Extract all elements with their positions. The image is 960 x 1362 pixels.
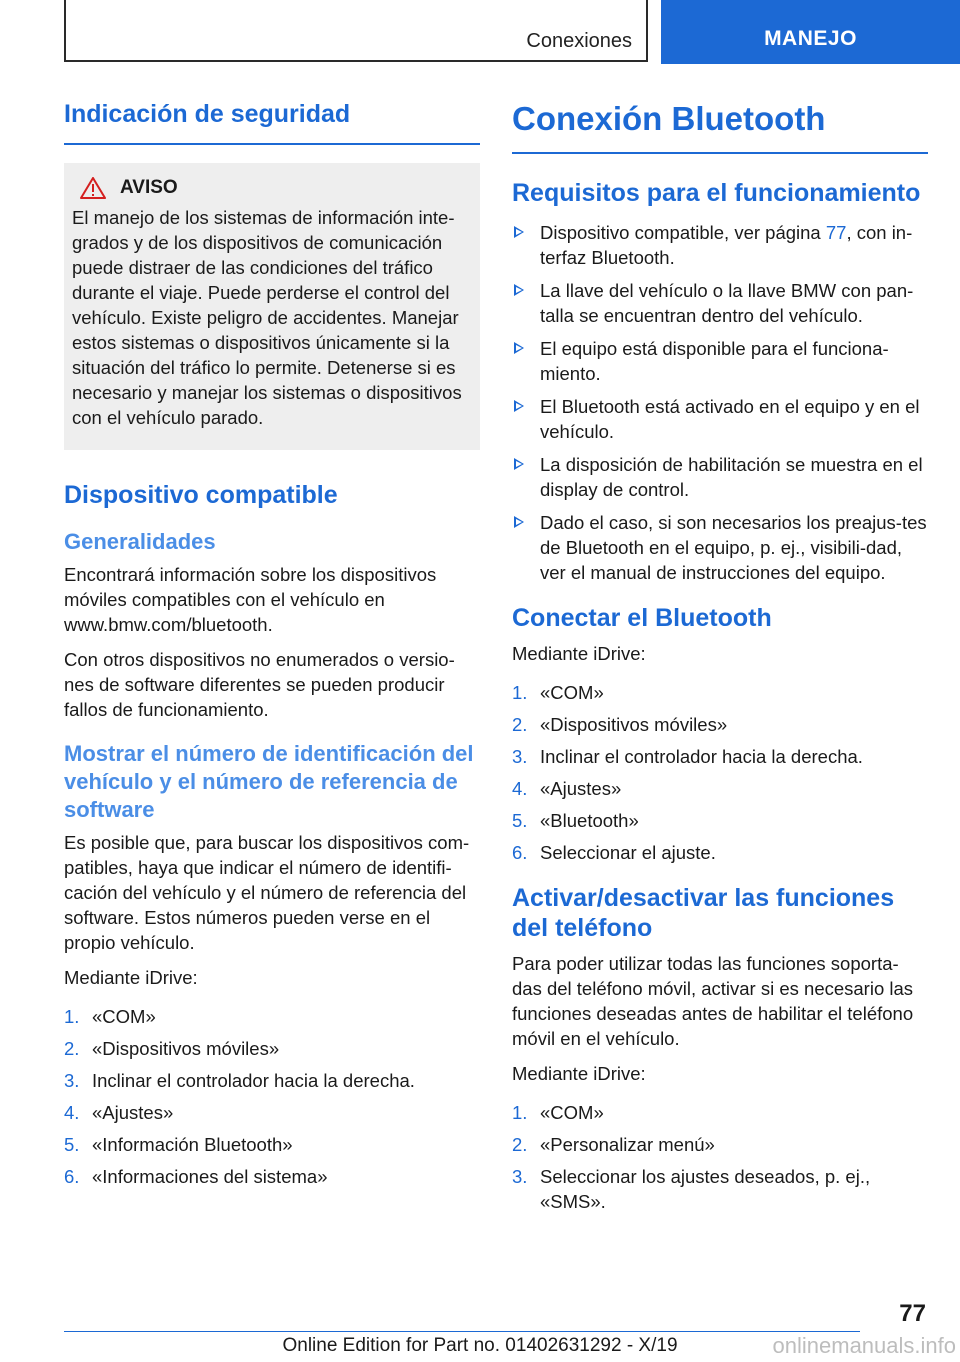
list-item bbox=[512, 744, 928, 769]
list-item bbox=[512, 840, 928, 865]
header-chapter-tab[interactable]: MANEJO bbox=[661, 0, 960, 64]
list-item bbox=[64, 1068, 480, 1093]
list-item bbox=[512, 510, 928, 585]
step-text: «Información Bluetooth» bbox=[92, 1134, 293, 1155]
step-text: Seleccionar el ajuste. bbox=[540, 842, 716, 863]
general-paragraph-2: Con otros dispositivos no enumerados o versio-nes de software diferentes se pueden producir fallos de funcionamiento. bbox=[64, 649, 455, 720]
list-item bbox=[512, 1100, 928, 1125]
step-text: Inclinar el controlador hacia la derecha. bbox=[540, 746, 863, 767]
step-number: 2. bbox=[512, 1134, 528, 1155]
step-text: Seleccionar los ajustes deseados, p. ej., «SMS». bbox=[540, 1166, 871, 1212]
step-number: 1. bbox=[512, 682, 528, 703]
general-paragraph-1: Encontrará información sobre los dispositivos móviles compatibles con el vehículo en www.bmw.com/bluetooth. bbox=[64, 564, 437, 635]
step-number: 2. bbox=[512, 714, 528, 735]
list-item bbox=[64, 1164, 480, 1189]
list-item bbox=[512, 776, 928, 801]
req-text-cont: , con in-terfaz Bluetooth. bbox=[540, 222, 913, 268]
connect-steps-list bbox=[512, 680, 928, 865]
header-section-title: Conexiones bbox=[526, 30, 632, 52]
page-link[interactable]: 77 bbox=[825, 222, 847, 243]
compat-title: Dispositivo compatible bbox=[64, 481, 338, 509]
list-item bbox=[64, 1004, 480, 1029]
requirements-list bbox=[512, 220, 928, 585]
list-item bbox=[512, 394, 928, 444]
step-number: 3. bbox=[512, 746, 528, 767]
left-column bbox=[64, 100, 480, 1203]
phone-paragraph-2: Mediante iDrive: bbox=[512, 1063, 646, 1084]
step-text: «Ajustes» bbox=[92, 1102, 174, 1123]
bluetooth-title: Conexión Bluetooth bbox=[512, 100, 928, 154]
list-item bbox=[512, 808, 928, 833]
bullet-triangle-icon bbox=[514, 400, 524, 412]
list-item bbox=[512, 712, 928, 737]
step-text: «COM» bbox=[92, 1006, 156, 1027]
requirements-title: Requisitos para el funcionamiento bbox=[512, 179, 921, 207]
step-text: Inclinar el controlador hacia la derecha. bbox=[92, 1070, 415, 1091]
list-item bbox=[512, 452, 928, 502]
phone-steps-list bbox=[512, 1100, 928, 1214]
warning-title: AVISO bbox=[120, 177, 178, 198]
connect-paragraph: Mediante iDrive: bbox=[512, 643, 646, 664]
phone-functions-title: Activar/desactivar las funciones del teléfono bbox=[512, 884, 895, 942]
warning-triangle-icon bbox=[80, 177, 106, 199]
list-item bbox=[512, 336, 928, 386]
safety-title: Indicación de seguridad bbox=[64, 100, 480, 145]
vin-paragraph-2: Mediante iDrive: bbox=[64, 967, 198, 988]
step-number: 5. bbox=[512, 810, 528, 831]
list-item bbox=[512, 220, 928, 270]
req-text: La llave del vehículo o la llave BMW con pan-talla se encuentran dentro del vehículo. bbox=[540, 280, 914, 326]
general-title: Generalidades bbox=[64, 529, 216, 554]
list-item bbox=[512, 1132, 928, 1157]
bullet-triangle-icon bbox=[514, 458, 524, 470]
list-item bbox=[64, 1100, 480, 1125]
vin-title: Mostrar el número de identificación del vehículo y el número de referencia de software bbox=[64, 741, 474, 822]
warning-header bbox=[72, 177, 470, 199]
list-item bbox=[512, 680, 928, 705]
step-number: 1. bbox=[64, 1006, 80, 1027]
list-item bbox=[512, 1164, 928, 1214]
warning-box bbox=[64, 163, 480, 450]
watermark: onlinemanuals.info bbox=[772, 1333, 956, 1358]
footer-edition: Online Edition for Part no. 01402631292 - X/19 bbox=[282, 1335, 678, 1356]
step-number: 3. bbox=[64, 1070, 80, 1091]
list-item bbox=[64, 1132, 480, 1157]
req-text: La disposición de habilitación se muestra en el display de control. bbox=[540, 454, 923, 500]
list-item bbox=[512, 278, 928, 328]
right-column bbox=[512, 100, 928, 1228]
step-number: 4. bbox=[512, 778, 528, 799]
header-frame bbox=[64, 0, 648, 62]
step-text: «COM» bbox=[540, 682, 604, 703]
bullet-triangle-icon bbox=[514, 516, 524, 528]
step-text: «Bluetooth» bbox=[540, 810, 639, 831]
step-text: «Dispositivos móviles» bbox=[540, 714, 728, 735]
bullet-triangle-icon bbox=[514, 226, 524, 238]
vin-steps-list bbox=[64, 1004, 480, 1189]
step-number: 6. bbox=[512, 842, 528, 863]
step-text: «Ajustes» bbox=[540, 778, 622, 799]
footer-divider bbox=[64, 1331, 860, 1332]
step-text: «COM» bbox=[540, 1102, 604, 1123]
connect-title: Conectar el Bluetooth bbox=[512, 604, 772, 632]
page-number: 77 bbox=[899, 1300, 926, 1327]
vin-paragraph-1: Es posible que, para buscar los dispositivos com-patibles, haya que indicar el número de identifi-cación del vehículo y el número de referencia del software. Estos números pueden verse en el propio vehículo. bbox=[64, 832, 470, 953]
list-item bbox=[64, 1036, 480, 1061]
req-text: El equipo está disponible para el funciona-miento. bbox=[540, 338, 889, 384]
step-text: «Personalizar menú» bbox=[540, 1134, 715, 1155]
step-text: «Informaciones del sistema» bbox=[92, 1166, 328, 1187]
warning-text: El manejo de los sistemas de información inte-grados y de los dispositivos de comunicación puede distraer de las condiciones del tráfico durante el viaje. Puede perderse el control del vehículo. Existe peligro de accidentes. Manejar estos sistemas o dispositivos únicamente si la situación del tráfico lo permite. Detenerse si es necesario y manejar los sistemas o dispositivos con el vehículo parado. bbox=[72, 207, 462, 428]
step-number: 6. bbox=[64, 1166, 80, 1187]
bullet-triangle-icon bbox=[514, 284, 524, 296]
step-number: 5. bbox=[64, 1134, 80, 1155]
step-number: 2. bbox=[64, 1038, 80, 1059]
bullet-triangle-icon bbox=[514, 342, 524, 354]
step-number: 4. bbox=[64, 1102, 80, 1123]
req-text: Dado el caso, si son necesarios los preajus-tes de Bluetooth en el equipo, p. ej., visibili-dad, ver el manual de instrucciones del equipo. bbox=[540, 512, 927, 583]
phone-paragraph-1: Para poder utilizar todas las funciones soporta-das del teléfono móvil, activar si es necesario las funciones deseadas antes de habilitar el teléfono móvil en el vehículo. bbox=[512, 953, 914, 1049]
step-text: «Dispositivos móviles» bbox=[92, 1038, 280, 1059]
step-number: 3. bbox=[512, 1166, 528, 1187]
req-text: El Bluetooth está activado en el equipo y en el vehículo. bbox=[540, 396, 920, 442]
step-number: 1. bbox=[512, 1102, 528, 1123]
req-text: Dispositivo compatible, ver página bbox=[540, 222, 826, 243]
